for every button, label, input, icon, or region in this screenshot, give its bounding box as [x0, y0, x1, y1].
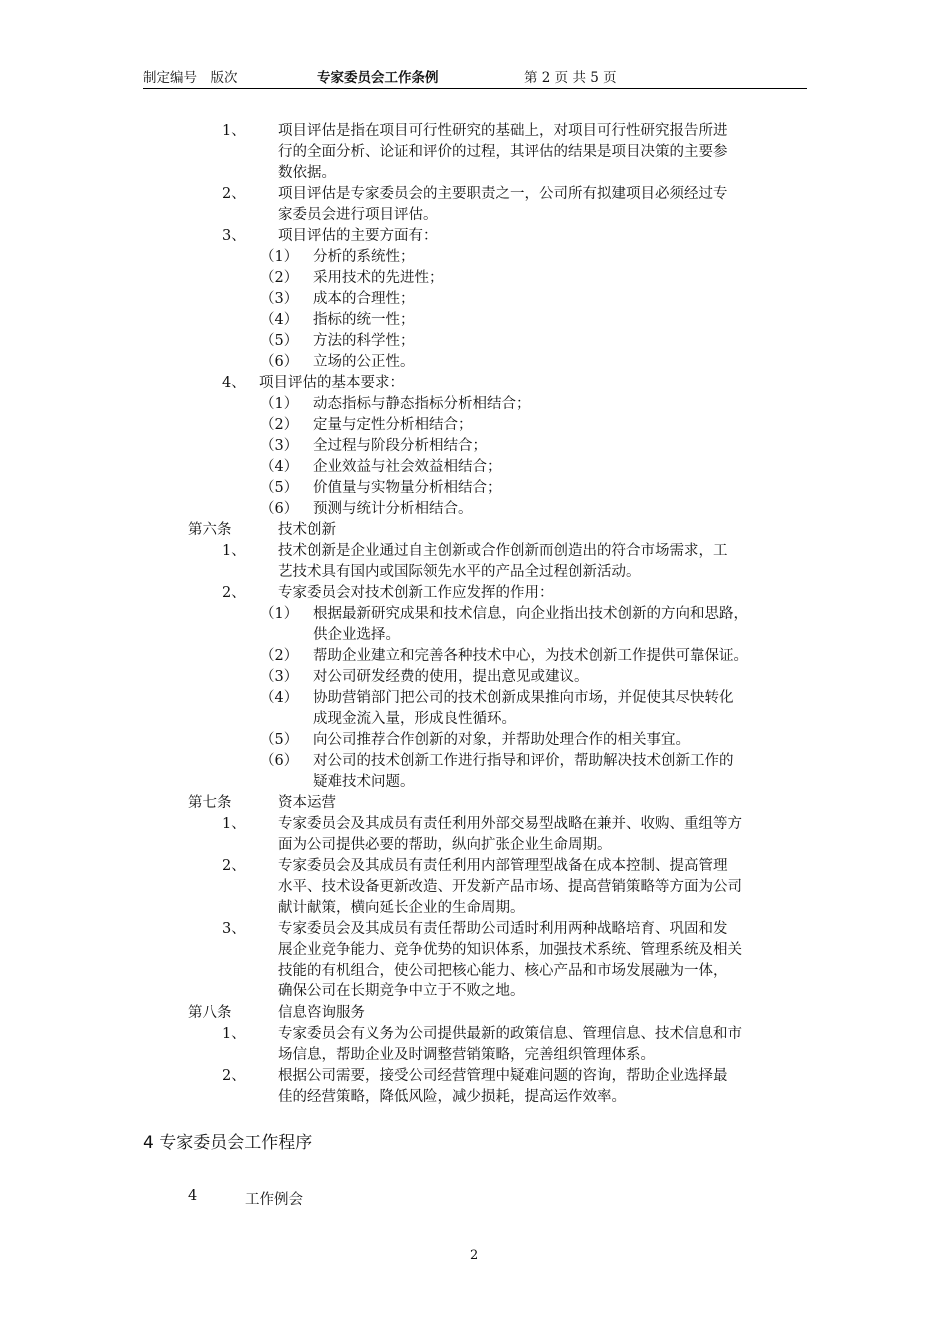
header-doc-code: 制定编号 版次: [143, 70, 238, 86]
item-number: 1、: [222, 123, 246, 139]
subsection-number: 4: [188, 1188, 198, 1204]
item-text: 项目评估的主要方面有：: [278, 228, 438, 244]
header-page-info: 第 2 页 共 5 页: [524, 70, 617, 86]
article-label: 第七条: [188, 795, 232, 811]
article-title: 信息咨询服务: [278, 1005, 365, 1021]
item-text: 项目评估是专家委员会的主要职责之一，公司所有拟建项目必须经过专 家委员会进行项目评估。: [278, 186, 728, 223]
article-title: 技术创新: [278, 522, 336, 538]
item-text: 项目评估的基本要求：: [259, 375, 404, 391]
page-header: [143, 66, 807, 89]
article-label: 第六条: [188, 522, 232, 538]
article-title: 资本运营: [278, 795, 336, 811]
subsection-title: 工作例会: [245, 1192, 303, 1208]
item-number: 2、: [222, 186, 246, 202]
section-heading: 4 专家委员会工作程序: [143, 1133, 313, 1153]
article-label: 第八条: [188, 1005, 232, 1021]
page-number: 2: [470, 1248, 479, 1263]
item-text: 项目评估是指在项目可行性研究的基础上，对项目可行性研究报告所进 行的全面分析、论证和评价的过程，其评估的结果是项目决策的主要参 数依据。: [278, 123, 728, 181]
item-number: 3、: [222, 228, 246, 244]
header-title: 专家委员会工作条例: [317, 70, 439, 86]
item-number: 4、: [222, 375, 246, 391]
